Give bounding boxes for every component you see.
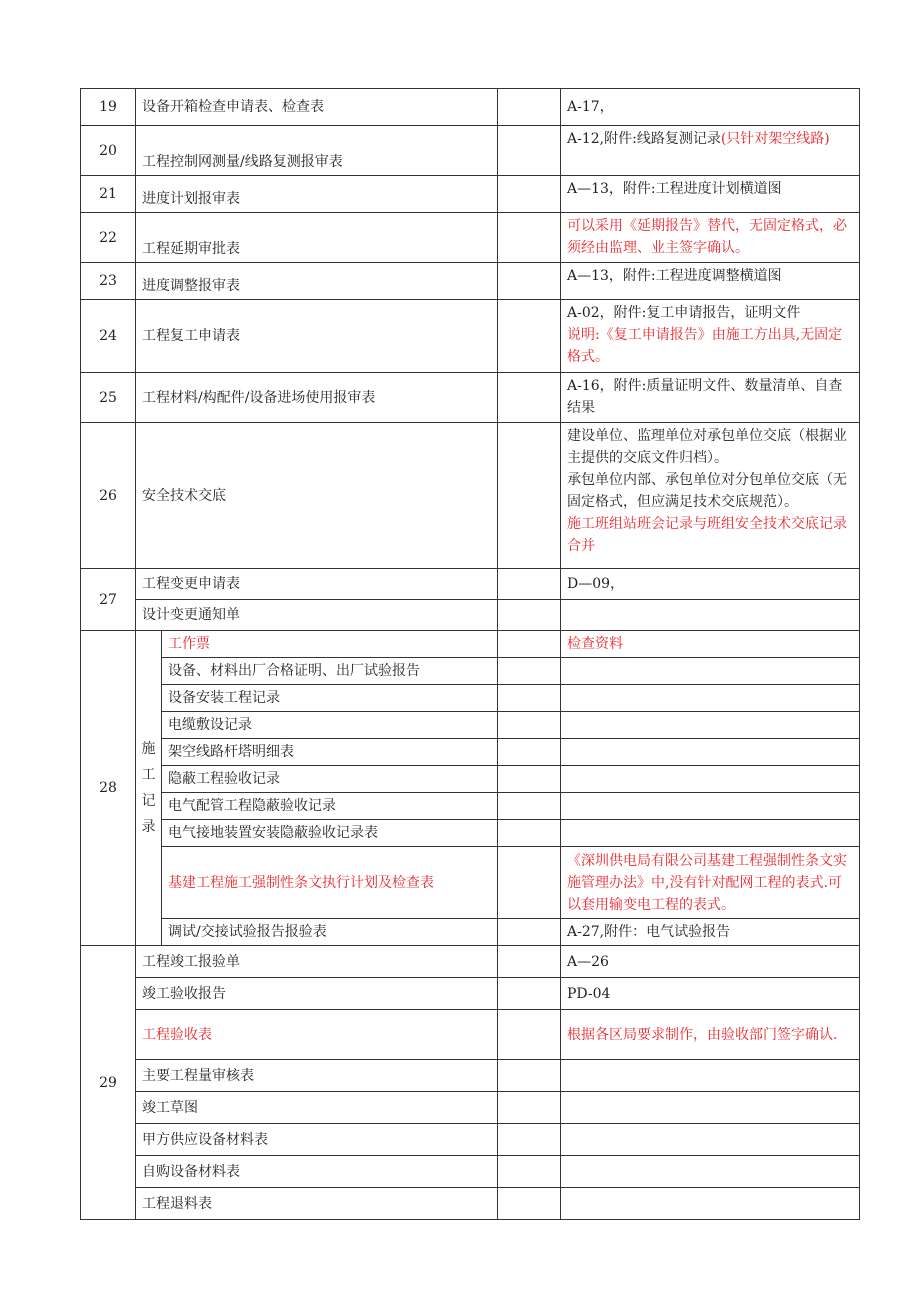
blank-cell (498, 213, 561, 263)
remark-highlight: 可以采用《延期报告》替代，无固定格式，必须经由监理、业主签字确认。 (561, 213, 860, 263)
table-row (81, 793, 860, 820)
table-row (81, 569, 860, 600)
table-row (81, 919, 860, 946)
table-row (81, 946, 860, 978)
document-name: 架空线路杆塔明细表 (162, 739, 498, 766)
blank-cell (498, 847, 561, 919)
row-number: 23 (81, 263, 136, 300)
remark-cell (561, 1060, 860, 1092)
blank-cell (498, 1156, 561, 1188)
remark-cell (561, 793, 860, 820)
table-row (81, 213, 860, 263)
table-row (81, 739, 860, 766)
table-row (81, 820, 860, 847)
document-name: 主要工程量审核表 (136, 1060, 498, 1092)
table-row (81, 712, 860, 739)
blank-cell (498, 176, 561, 213)
document-name: 甲方供应设备材料表 (136, 1124, 498, 1156)
remark-text: 承包单位内部、承包单位对分包单位交底（无固定格式，但应满足技术交底规范）。 (567, 472, 847, 510)
remark-text: A-02，附件:复工申请报告，证明文件 (567, 305, 801, 321)
table-row (81, 766, 860, 793)
remark-cell: A—13，附件:工程进度计划横道图 (561, 176, 860, 213)
remark-cell: A-17， (561, 89, 860, 126)
section-label (136, 631, 162, 946)
document-name: 自购设备材料表 (136, 1156, 498, 1188)
table-row (81, 1124, 860, 1156)
document-name: 电气配管工程隐蔽验收记录 (162, 793, 498, 820)
remark-cell (561, 766, 860, 793)
remark-cell (561, 300, 860, 373)
remark-highlight: 根据各区局要求制作，由验收部门签字确认. (561, 1010, 860, 1060)
table-row (81, 1156, 860, 1188)
table-row (81, 300, 860, 373)
blank-cell (498, 946, 561, 978)
table-row (81, 89, 860, 126)
blank-cell (498, 1188, 561, 1220)
blank-cell (498, 739, 561, 766)
row-number: 28 (81, 631, 136, 946)
row-number: 22 (81, 213, 136, 263)
blank-cell (498, 978, 561, 1010)
document-name: 隐蔽工程验收记录 (162, 766, 498, 793)
blank-cell (498, 1124, 561, 1156)
row-number: 29 (81, 946, 136, 1220)
document-name: 工程控制网测量/线路复测报审表 (136, 126, 498, 176)
remark-highlight: (只针对架空线路) (720, 131, 830, 147)
remark-cell (561, 1124, 860, 1156)
remark-text: A-12,附件:线路复测记录 (567, 131, 721, 147)
table-row (81, 658, 860, 685)
document-name: 设备开箱检查申请表、检查表 (136, 89, 498, 126)
remark-cell (561, 1092, 860, 1124)
row-number: 20 (81, 126, 136, 176)
blank-cell (498, 569, 561, 600)
row-number: 26 (81, 423, 136, 569)
table-row (81, 1010, 860, 1060)
table-row (81, 978, 860, 1010)
blank-cell (498, 373, 561, 423)
document-name: 基建工程施工强制性条文执行计划及检查表 (162, 847, 498, 919)
row-number: 27 (81, 569, 136, 631)
blank-cell (498, 263, 561, 300)
document-name: 竣工草图 (136, 1092, 498, 1124)
table-row (81, 423, 860, 569)
remark-cell (561, 1188, 860, 1220)
remark-cell (561, 423, 860, 569)
blank-cell (498, 126, 561, 176)
section-char: 工 (141, 767, 156, 783)
table-row (81, 600, 860, 631)
remark-cell: A-16，附件:质量证明文件、数量清单、自查结果 (561, 373, 860, 423)
row-number: 21 (81, 176, 136, 213)
blank-cell (498, 820, 561, 847)
blank-cell (498, 658, 561, 685)
table-row (81, 126, 860, 176)
document-name: 工作票 (162, 631, 498, 658)
remark-cell (561, 658, 860, 685)
document-name: 工程变更申请表 (136, 569, 498, 600)
document-name: 设备安装工程记录 (162, 685, 498, 712)
document-name: 工程验收表 (136, 1010, 498, 1060)
section-char: 录 (141, 819, 156, 835)
remark-cell: D—09， (561, 569, 860, 600)
table-row (81, 1188, 860, 1220)
document-name: 电气接地装置安装隐蔽验收记录表 (162, 820, 498, 847)
remark-cell (561, 820, 860, 847)
row-number: 19 (81, 89, 136, 126)
remark-cell: A—26 (561, 946, 860, 978)
table-row (81, 1060, 860, 1092)
remark-cell (561, 685, 860, 712)
blank-cell (498, 89, 561, 126)
document-name: 调试/交接试验报告报验表 (162, 919, 498, 946)
document-name: 设备、材料出厂合格证明、出厂试验报告 (162, 658, 498, 685)
table-row (81, 373, 860, 423)
blank-cell (498, 631, 561, 658)
remark-highlight: 《深圳供电局有限公司基建工程强制性条文实施管理办法》中,没有针对配网工程的表式.可以套用输变电工程的表式。 (561, 847, 860, 919)
blank-cell (498, 712, 561, 739)
document-name: 设计变更通知单 (136, 600, 498, 631)
section-char: 记 (141, 793, 156, 809)
remark-cell: A-27,附件：电气试验报告 (561, 919, 860, 946)
document-name: 工程复工申请表 (136, 300, 498, 373)
blank-cell (498, 793, 561, 820)
table-row (81, 847, 860, 919)
document-name: 工程延期审批表 (136, 213, 498, 263)
remark-cell (561, 600, 860, 631)
remark-text: 建设单位、监理单位对承包单位交底（根据业主提供的交底文件归档）。 (567, 428, 847, 466)
table-row (81, 685, 860, 712)
blank-cell (498, 1060, 561, 1092)
remark-cell (561, 126, 860, 176)
blank-cell (498, 766, 561, 793)
blank-cell (498, 423, 561, 569)
blank-cell (498, 1010, 561, 1060)
remark-highlight: 施工班组站班会记录与班组安全技术交底记录合并 (567, 516, 847, 554)
document-name: 竣工验收报告 (136, 978, 498, 1010)
document-name: 工程材料/构配件/设备进场使用报审表 (136, 373, 498, 423)
document-table (80, 88, 860, 1220)
remark-cell (561, 712, 860, 739)
table-row (81, 176, 860, 213)
section-char: 施 (141, 741, 156, 757)
remark-cell: A—13，附件:工程进度调整横道图 (561, 263, 860, 300)
row-number: 24 (81, 300, 136, 373)
blank-cell (498, 600, 561, 631)
table-row (81, 263, 860, 300)
blank-cell (498, 685, 561, 712)
remark-highlight: 检查资料 (561, 631, 860, 658)
remark-cell (561, 1156, 860, 1188)
document-name: 工程退料表 (136, 1188, 498, 1220)
blank-cell (498, 919, 561, 946)
remark-cell (561, 739, 860, 766)
table-row (81, 631, 860, 658)
document-name: 安全技术交底 (136, 423, 498, 569)
document-name: 进度计划报审表 (136, 176, 498, 213)
blank-cell (498, 300, 561, 373)
remark-cell: PD-04 (561, 978, 860, 1010)
document-name: 进度调整报审表 (136, 263, 498, 300)
row-number: 25 (81, 373, 136, 423)
blank-cell (498, 1092, 561, 1124)
document-name: 工程竣工报验单 (136, 946, 498, 978)
remark-highlight: 说明:《复工申请报告》由施工方出具,无固定格式。 (567, 327, 843, 365)
document-name: 电缆敷设记录 (162, 712, 498, 739)
table-row (81, 1092, 860, 1124)
